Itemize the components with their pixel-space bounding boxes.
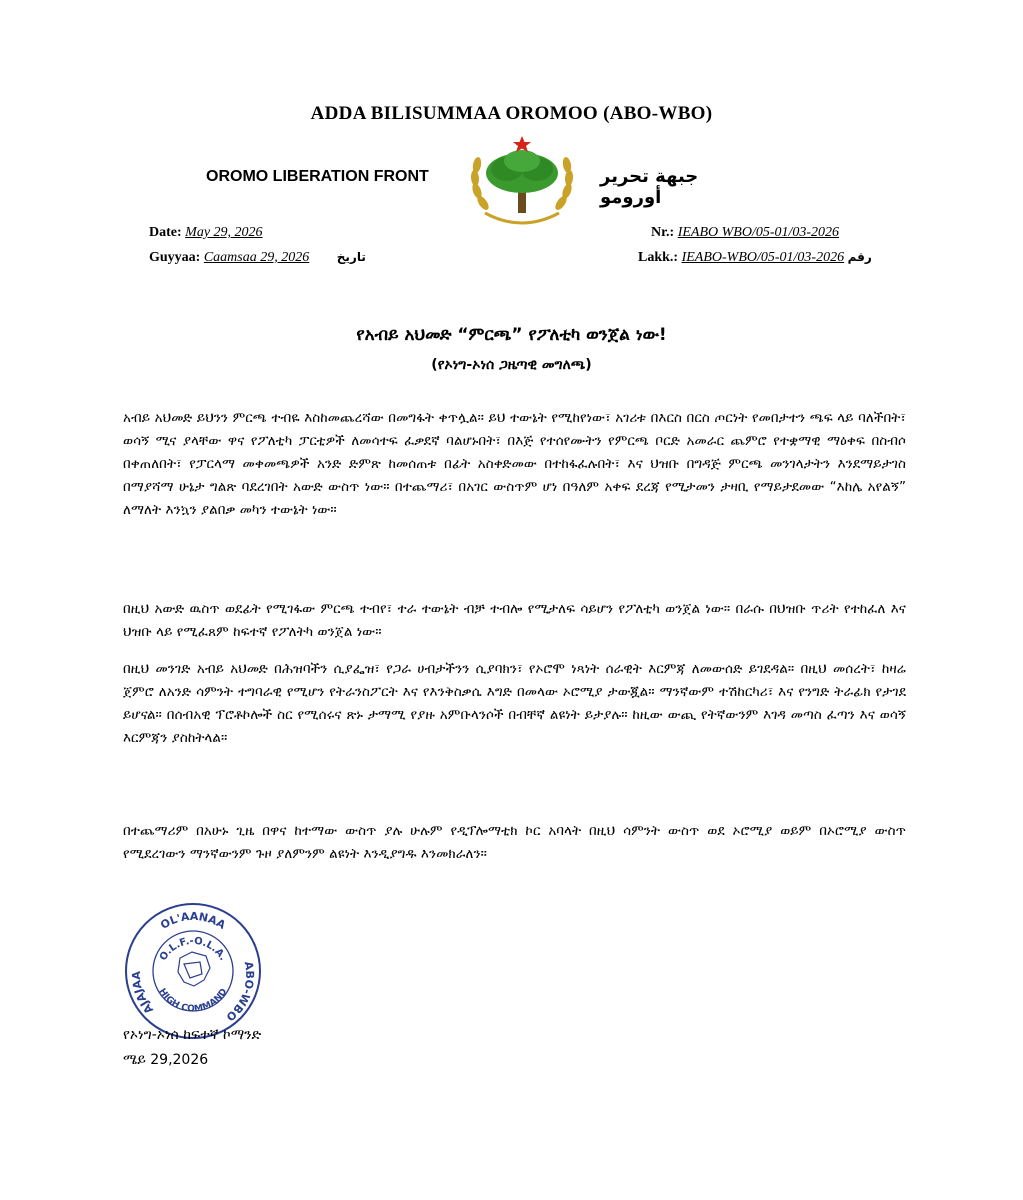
- body-paragraph-4: በተጨማሪም በአሁኑ ጊዜ በዋና ከተማው ውስጥ ያሉ ሁሉም የዲፕሎማቲክ ኮር አባላት በዚህ ሳምንት ውስጥ ወደ ኦሮሚያ ወይም በኦሮሚያ ውስጥ የሚደረገውን ማንኛውንም ጉዞ ያለምንም ልዩነት እንዲያግዱ እንመክራለን።: [123, 823, 906, 862]
- seal-map-icon: [178, 952, 210, 986]
- signature-line-1: የኦነግ-ኦነሰ ከፍተኛ ኮማንድ: [123, 1027, 262, 1043]
- org-name-english: OROMO LIBERATION FRONT: [206, 168, 429, 185]
- seal-text-bottom: HIGH COMMAND: [156, 986, 230, 1015]
- body-paragraph-1: አብይ አህመድ ይህንን ምርጫ ተብዬ እስከመጨረሻው በመግፋት ቀጥሏል። ይህ ተውኔት የሚከየነው፣ አገሪቱ በእርስ በርስ ጦርነት የመበታተን ጫፍ ላይ ባለችበት፣ ወሳኝ ሚና ያላቸው ዋና የፖለቲካ ፓርቲዎች ለመሳተፍ ፈቃደኛ ባልሆኑበት፣ በእጅ የተሰየሙትን የምርጫ ቦርድ አመራር ጨምሮ የተቋማዊ ማዕቀፍ በስብሶ በቀጠለበት፣ የፓርላማ መቀመጫዎች አንድ ድምጽ ከመሰጠቱ በፊት አስቀድመው በተከፋፈሉበት፣ እና ህዝቡ በግዳጅ ምርጫ መንገላታትን እንደማይታገስ በማያሻማ ሁኔታ ግልጽ ባደረገበት አውድ ውስጥ ነው። በተጨማሪ፣ በአገር ውስጥም ሆነ በዓለም አቀፍ ደረጃ የሚታመን ታዛቢ የማይታደመው “እከሌ አየልኝ” ለማለት እንኳን ያልበቃ መካን ተውኔት ነው።: [123, 410, 906, 518]
- date-value: May 29, 2026: [185, 225, 263, 240]
- lakk-line: [638, 250, 872, 266]
- guyyaa-value: Caamsaa 29, 2026: [203, 250, 310, 265]
- olf-emblem-icon: [463, 133, 581, 229]
- org-name-arabic: جبهة تحرير أورومو: [600, 166, 699, 208]
- svg-text:OL'AANAA: [158, 910, 228, 932]
- subheadline: (የኦነግ-ኦነሰ ጋዜጣዊ መግለጫ): [431, 357, 592, 373]
- date-label: Date:: [149, 225, 182, 240]
- org-title: ADDA BILISUMMAA OROMOO (ABO-WBO): [310, 103, 713, 124]
- high-command-seal-icon: [122, 900, 264, 1042]
- body-paragraph-2: በዚህ አውድ ዉስጥ ወደፊት የሚገፋው ምርጫ ተብየ፣ ተራ ተውኔት ብቻ ተብሎ የሚታለፍ ሳይሆን የፖለቲካ ወንጀል ነው። በራሱ በህዝቡ ጥሪት የተከፈለ እና ህዝቡ ላይ የሚፈጸም ከፍተኛ የፖለትካ ወንጀል ነው።: [123, 601, 906, 640]
- lakk-label: Lakk.:: [638, 250, 679, 265]
- seal-text-left: AJAJAA: [129, 971, 157, 1017]
- nr-label: Nr.:: [651, 225, 675, 240]
- body-paragraph-3: በዚህ መንገድ አብይ አህመድ በሕዝባችን ሲያፌዝ፣ የጋራ ሀብታችንን ሲያባክን፣ የኦሮሞ ነጻነት ሰራዊት እርምጃ ለመውሰድ ይገደዳል። በዚህ መሰረት፣ ከዛሬ ጀምሮ ለአንድ ሳምንት ተግባራዊ የሚሆን የትራንስፖርት እና የእንቅስቃሴ እግድ በመላው ኦሮሚያ ታውጇል። ማንኛውም ተሽከርካሪ፣ እና የንግድ ትራፊክ የታገደ ይሆናል። በሰብአዊ ፕሮቶኮሎች ስር የሚሰሩና ጽኑ ታማሚ የያዙ አምቡላንሶች በብቸኛ ልዩነት ይታያሉ። ከዚው ውጪ የትኛውንም እገዳ መጣስ ፈጣን እና ወሳኝ እርምጃን ያስከትላል።: [123, 661, 906, 746]
- svg-text:HIGH COMMAND: [156, 987, 229, 1015]
- date-line: [149, 225, 263, 241]
- seal-text-top: OL'AANAA: [158, 909, 228, 932]
- reference-line: [651, 225, 839, 241]
- lakk-value: IEABO-WBO/05-01/03-2026: [681, 250, 845, 265]
- guyyaa-label: Guyyaa:: [149, 250, 201, 265]
- nr-value: IEABO WBO/05-01/03-2026: [677, 225, 840, 240]
- guyyaa-arabic-label: تاريخ: [336, 250, 366, 264]
- guyyaa-line: [149, 250, 366, 266]
- lakk-arabic-label: رقم: [847, 250, 872, 264]
- headline: የአብይ አህመድ “ምርጫ” የፖለቲካ ወንጀል ነው!: [356, 325, 667, 345]
- seal-text-right: ABO-WBO: [223, 960, 257, 1024]
- seal-text-middle: O.L.F.-O.L.A.: [157, 935, 229, 963]
- svg-text:AJAJAA: [130, 971, 156, 1017]
- signature-line-2: ሜይ 29,2026: [123, 1052, 209, 1068]
